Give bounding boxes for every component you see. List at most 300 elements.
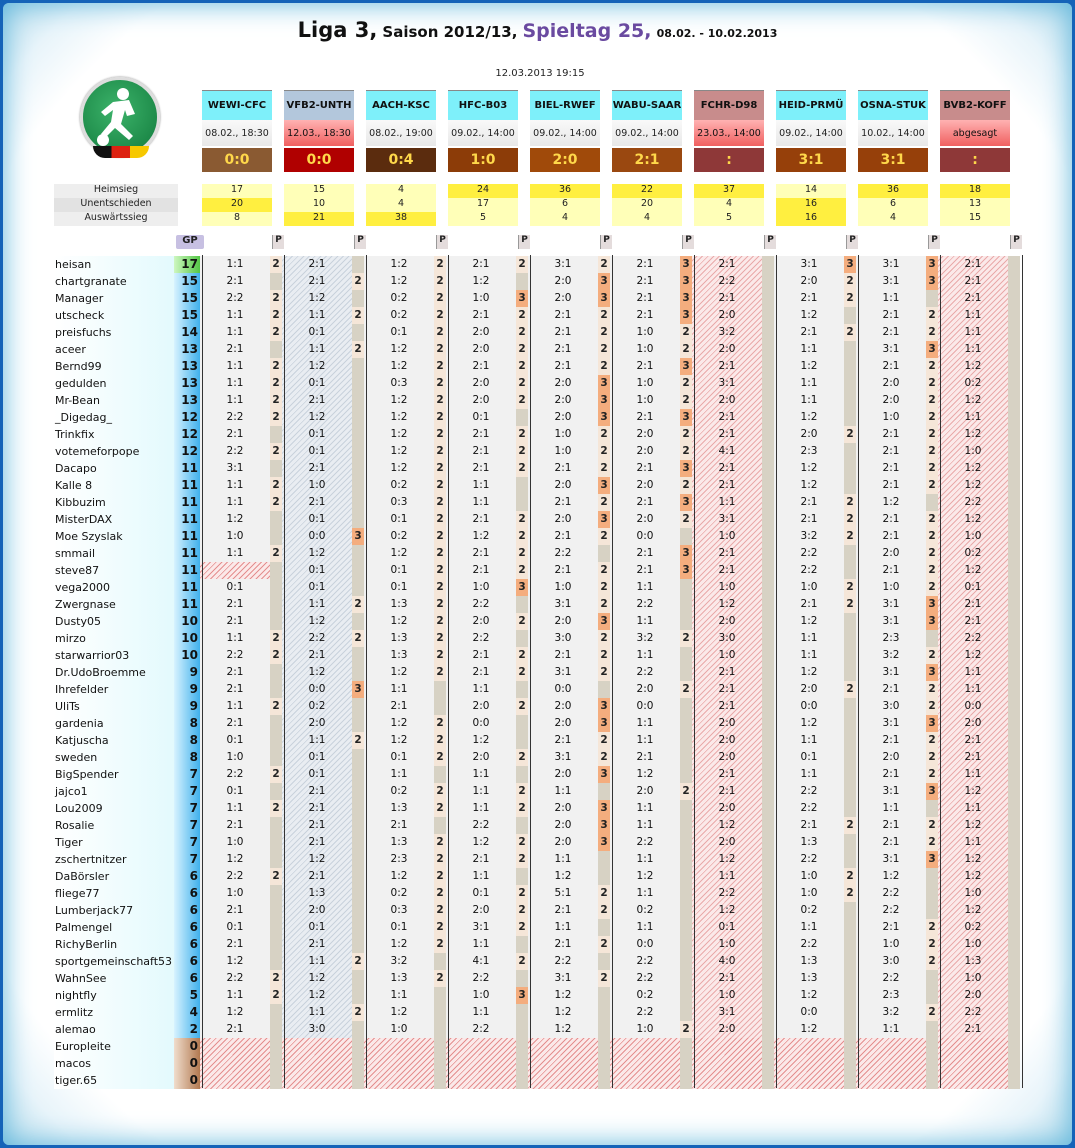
player-name[interactable]: BigSpender — [54, 766, 174, 783]
tip-cell — [364, 477, 446, 494]
tip-points — [762, 800, 774, 817]
tip-value: 2:1 — [528, 936, 598, 953]
tip-points: 2 — [434, 596, 446, 613]
tip-value: 1:0 — [692, 528, 762, 545]
player-name[interactable]: Katjuscha — [54, 732, 174, 749]
tip-value — [200, 1038, 270, 1055]
player-name[interactable]: sweden — [54, 749, 174, 766]
tip-value: 2:2 — [446, 630, 516, 647]
match-code-header[interactable]: OSNA-STUK — [858, 90, 928, 120]
tip-cell — [282, 1038, 364, 1055]
player-points-total: 13 — [174, 375, 200, 392]
match-score: 2:1 — [612, 148, 682, 172]
tip-points — [598, 1004, 610, 1021]
match-score: 0:0 — [202, 148, 272, 172]
tip-cell — [774, 834, 856, 851]
player-name[interactable]: gedulden — [54, 375, 174, 392]
player-name[interactable]: MisterDAX — [54, 511, 174, 528]
player-name[interactable]: nightfly — [54, 987, 174, 1004]
match-code-header[interactable]: FCHR-D98 — [694, 90, 764, 120]
tip-cell — [282, 545, 364, 562]
tip-value: 2:2 — [446, 817, 516, 834]
player-name[interactable]: _Digedag_ — [54, 409, 174, 426]
player-name[interactable]: Tiger — [54, 834, 174, 851]
player-name[interactable]: votemeforpope — [54, 443, 174, 460]
tip-value: 2:2 — [446, 1021, 516, 1038]
tip-value: 2:1 — [610, 307, 680, 324]
tip-points — [1008, 409, 1020, 426]
player-points-total: 14 — [174, 324, 200, 341]
tip-cell — [282, 358, 364, 375]
tip-value: 1:0 — [364, 1021, 434, 1038]
tip-value: 2:1 — [856, 443, 926, 460]
tip-cell — [774, 919, 856, 936]
tip-points: 2 — [926, 443, 938, 460]
tip-value: 1:1 — [528, 919, 598, 936]
tip-value: 1:1 — [938, 664, 1008, 681]
tip-points — [352, 494, 364, 511]
tip-value: 2:1 — [446, 562, 516, 579]
tip-points — [680, 936, 692, 953]
tip-points — [598, 1038, 610, 1055]
tip-cell — [282, 579, 364, 596]
tip-cell — [610, 1021, 692, 1038]
tip-cell — [282, 290, 364, 307]
tip-value: 3:0 — [856, 953, 926, 970]
german-flag-stripe — [93, 146, 149, 158]
tip-points: 2 — [434, 477, 446, 494]
points-column-header[interactable]: P — [518, 235, 530, 249]
player-name[interactable]: vega2000 — [54, 579, 174, 596]
player-name[interactable]: ermlitz — [54, 1004, 174, 1021]
tip-points — [762, 1004, 774, 1021]
tip-points: 2 — [516, 834, 528, 851]
match-code-header[interactable]: VFB2-UNTH — [284, 90, 354, 120]
tip-points — [270, 919, 282, 936]
player-name[interactable]: Kibbuzim — [54, 494, 174, 511]
tip-points: 3 — [516, 579, 528, 596]
table-row — [54, 630, 1020, 647]
tip-cell — [692, 851, 774, 868]
tip-cell — [774, 1055, 856, 1072]
tip-value: 1:2 — [282, 664, 352, 681]
tip-cell — [364, 630, 446, 647]
tip-cell — [856, 613, 938, 630]
tip-cell — [610, 885, 692, 902]
tip-value: 1:2 — [364, 613, 434, 630]
tip-points: 2 — [926, 834, 938, 851]
tip-points — [516, 494, 528, 511]
tip-points: 2 — [434, 783, 446, 800]
tip-points — [352, 256, 364, 273]
tip-cell — [528, 494, 610, 511]
tip-cell — [692, 630, 774, 647]
tip-cell — [200, 953, 282, 970]
player-name[interactable]: gardenia — [54, 715, 174, 732]
tip-points: 3 — [926, 273, 938, 290]
tip-points: 2 — [680, 1021, 692, 1038]
tip-cell — [364, 783, 446, 800]
player-name[interactable]: sportgemeinschaft53 — [54, 953, 174, 970]
tip-points — [926, 1072, 938, 1089]
table-row — [54, 477, 1020, 494]
tip-points — [1008, 1004, 1020, 1021]
player-name[interactable]: jajco1 — [54, 783, 174, 800]
match-score: : — [940, 148, 1010, 172]
tip-cell — [446, 562, 528, 579]
gp-column-header[interactable]: GP — [176, 235, 204, 249]
points-column-header[interactable]: P — [846, 235, 858, 249]
tip-cell — [282, 715, 364, 732]
tip-cell — [774, 868, 856, 885]
table-row — [54, 511, 1020, 528]
tip-cell — [856, 953, 938, 970]
table-row — [54, 307, 1020, 324]
tip-cell — [938, 698, 1020, 715]
tip-points: 2 — [598, 562, 610, 579]
tip-cell — [938, 375, 1020, 392]
player-name[interactable]: heisan — [54, 256, 174, 273]
points-column-header[interactable]: P — [354, 235, 366, 249]
tip-cell — [200, 715, 282, 732]
tip-value: 2:0 — [446, 341, 516, 358]
table-row — [54, 953, 1020, 970]
player-points-total: 11 — [174, 596, 200, 613]
tip-cell — [610, 766, 692, 783]
player-name[interactable]: utscheck — [54, 307, 174, 324]
tip-value: 1:1 — [282, 953, 352, 970]
tip-cell — [938, 613, 1020, 630]
tip-points: 3 — [680, 273, 692, 290]
tip-value: 1:2 — [446, 834, 516, 851]
player-name[interactable]: mirzo — [54, 630, 174, 647]
tip-points — [762, 902, 774, 919]
tip-points — [680, 851, 692, 868]
tip-points: 2 — [680, 426, 692, 443]
stat-column — [366, 184, 436, 226]
player-name[interactable]: Trinkfix — [54, 426, 174, 443]
tip-value: 3:1 — [856, 664, 926, 681]
player-name[interactable]: Palmengel — [54, 919, 174, 936]
tip-cell — [528, 936, 610, 953]
tip-points: 2 — [270, 800, 282, 817]
tip-cell — [774, 698, 856, 715]
tip-points — [762, 494, 774, 511]
tip-value: 0:1 — [282, 579, 352, 596]
tip-points — [762, 443, 774, 460]
tip-cell — [446, 664, 528, 681]
tip-cell — [282, 800, 364, 817]
player-name[interactable]: macos — [54, 1055, 174, 1072]
tip-value: 2:1 — [692, 970, 762, 987]
points-column-header[interactable]: P — [764, 235, 776, 249]
player-name[interactable]: DaBörsler — [54, 868, 174, 885]
tip-value: 0:1 — [282, 426, 352, 443]
tip-points — [1008, 987, 1020, 1004]
tip-value: 2:1 — [200, 817, 270, 834]
tip-points: 2 — [844, 579, 856, 596]
match-code-header[interactable]: WEWI-CFC — [202, 90, 272, 120]
tip-points — [352, 851, 364, 868]
tip-value: 3:1 — [856, 596, 926, 613]
tip-cell — [938, 902, 1020, 919]
points-column-header[interactable]: P — [682, 235, 694, 249]
tip-value: 3:2 — [856, 1004, 926, 1021]
tip-points: 2 — [434, 358, 446, 375]
tip-cell — [528, 919, 610, 936]
tip-points: 2 — [844, 324, 856, 341]
player-name[interactable]: Lumberjack77 — [54, 902, 174, 919]
match-column — [776, 90, 846, 172]
player-name[interactable]: tiger.65 — [54, 1072, 174, 1089]
tip-cell — [528, 358, 610, 375]
tip-cell — [200, 970, 282, 987]
table-row — [54, 783, 1020, 800]
stat-value: 18 — [940, 184, 1010, 198]
tip-cell — [856, 579, 938, 596]
tip-cell — [364, 579, 446, 596]
match-date: 09.02., 14:00 — [530, 120, 600, 146]
tip-value: 2:1 — [282, 256, 352, 273]
table-row — [54, 766, 1020, 783]
tip-value: 2:0 — [692, 800, 762, 817]
table-row — [54, 324, 1020, 341]
player-name[interactable]: fliege77 — [54, 885, 174, 902]
table-row — [54, 902, 1020, 919]
tip-points — [352, 392, 364, 409]
tip-points: 3 — [680, 545, 692, 562]
tip-points: 2 — [598, 358, 610, 375]
points-column-header[interactable]: P — [436, 235, 448, 249]
tip-points: 3 — [598, 766, 610, 783]
player-points-total: 9 — [174, 698, 200, 715]
tip-points: 2 — [844, 868, 856, 885]
matchday-dates: 08.02. - 10.02.2013 — [656, 27, 778, 40]
tip-value: 1:2 — [364, 732, 434, 749]
tip-value: 2:1 — [692, 681, 762, 698]
player-name[interactable]: zschertnitzer — [54, 851, 174, 868]
tip-cell — [610, 630, 692, 647]
tip-cell — [282, 511, 364, 528]
tip-value: 1:0 — [610, 375, 680, 392]
tip-value: 1:0 — [446, 987, 516, 1004]
tip-points — [352, 783, 364, 800]
player-name[interactable]: Ihrefelder — [54, 681, 174, 698]
tip-points — [762, 256, 774, 273]
stat-value: 15 — [940, 212, 1010, 226]
tip-points — [516, 409, 528, 426]
tip-cell — [200, 392, 282, 409]
tip-points — [270, 341, 282, 358]
tip-cell — [364, 987, 446, 1004]
tip-points: 2 — [680, 477, 692, 494]
tip-cell — [938, 1004, 1020, 1021]
tip-value: 2:1 — [610, 358, 680, 375]
tip-value: 2:2 — [774, 783, 844, 800]
tip-cell — [200, 1038, 282, 1055]
tip-value: 2:1 — [282, 868, 352, 885]
tip-value: 1:0 — [774, 868, 844, 885]
tip-value: 2:0 — [446, 392, 516, 409]
player-name[interactable]: Kalle 8 — [54, 477, 174, 494]
stat-column — [858, 184, 928, 226]
tip-points — [762, 953, 774, 970]
player-name[interactable]: chartgranate — [54, 273, 174, 290]
tip-points: 2 — [352, 630, 364, 647]
tip-points — [762, 392, 774, 409]
tip-value: 2:2 — [856, 885, 926, 902]
player-points-total: 6 — [174, 885, 200, 902]
tip-cell — [610, 1072, 692, 1089]
tip-points — [762, 613, 774, 630]
tip-cell — [938, 324, 1020, 341]
stat-labels — [54, 184, 178, 226]
tip-value: 1:3 — [774, 834, 844, 851]
tip-value: 2:0 — [610, 783, 680, 800]
match-code-header[interactable]: HFC-B03 — [448, 90, 518, 120]
tip-cell — [446, 273, 528, 290]
tip-value: 1:2 — [200, 953, 270, 970]
tip-points: 2 — [680, 392, 692, 409]
tip-points — [762, 851, 774, 868]
tip-value — [446, 1072, 516, 1089]
tip-points: 2 — [516, 664, 528, 681]
table-row — [54, 596, 1020, 613]
tip-value: 3:1 — [774, 256, 844, 273]
tip-points: 2 — [516, 613, 528, 630]
tip-value: 2:1 — [200, 664, 270, 681]
tip-points — [434, 1021, 446, 1038]
player-name[interactable]: WahnSee — [54, 970, 174, 987]
tip-cell — [282, 664, 364, 681]
tip-value — [938, 1072, 1008, 1089]
player-points-total: 8 — [174, 749, 200, 766]
player-name[interactable]: smmail — [54, 545, 174, 562]
player-name[interactable]: UliTs — [54, 698, 174, 715]
tip-value: 2:3 — [856, 987, 926, 1004]
player-name[interactable]: Manager — [54, 290, 174, 307]
tip-value: 2:1 — [774, 324, 844, 341]
tip-points: 3 — [598, 800, 610, 817]
player-name[interactable]: preisfuchs — [54, 324, 174, 341]
tip-points — [516, 936, 528, 953]
tip-cell — [200, 358, 282, 375]
tip-cell — [446, 256, 528, 273]
player-name[interactable]: Mr-Bean — [54, 392, 174, 409]
stat-value: 6 — [530, 198, 600, 212]
tip-points — [1008, 443, 1020, 460]
tip-cell — [364, 511, 446, 528]
tip-points: 2 — [926, 749, 938, 766]
tip-cell — [774, 307, 856, 324]
points-column-header[interactable]: P — [928, 235, 940, 249]
tip-cell — [938, 885, 1020, 902]
match-date: 23.03., 14:00 — [694, 120, 764, 146]
tip-value — [610, 1038, 680, 1055]
tip-value — [610, 1055, 680, 1072]
table-row — [54, 290, 1020, 307]
player-name[interactable]: Dacapo — [54, 460, 174, 477]
tip-points: 2 — [598, 256, 610, 273]
player-name[interactable]: alemao — [54, 1021, 174, 1038]
player-name[interactable]: Dr.UdoBroemme — [54, 664, 174, 681]
match-code-header[interactable]: HEID-PRMÜ — [776, 90, 846, 120]
tip-cell — [938, 443, 1020, 460]
tip-points — [1008, 953, 1020, 970]
tip-points: 3 — [680, 290, 692, 307]
table-row — [54, 392, 1020, 409]
tip-value: 1:2 — [774, 409, 844, 426]
tip-points — [1008, 511, 1020, 528]
tip-points: 2 — [926, 919, 938, 936]
tip-points — [270, 953, 282, 970]
tip-cell — [774, 630, 856, 647]
player-name[interactable]: aceer — [54, 341, 174, 358]
tip-cell — [692, 970, 774, 987]
points-column-header[interactable]: P — [600, 235, 612, 249]
tip-points — [1008, 834, 1020, 851]
match-code-header[interactable]: BIEL-RWEF — [530, 90, 600, 120]
tip-points — [516, 630, 528, 647]
player-name[interactable]: Zwergnase — [54, 596, 174, 613]
player-name[interactable]: Bernd99 — [54, 358, 174, 375]
player-name[interactable]: Europleite — [54, 1038, 174, 1055]
tip-points — [1008, 392, 1020, 409]
tip-points: 3 — [352, 528, 364, 545]
tip-cell — [282, 936, 364, 953]
tip-cell — [446, 970, 528, 987]
tip-points: 2 — [516, 528, 528, 545]
tip-cell — [282, 426, 364, 443]
player-name[interactable]: RichyBerlin — [54, 936, 174, 953]
stat-value: 38 — [366, 212, 436, 226]
tip-points — [598, 783, 610, 800]
player-name[interactable]: Lou2009 — [54, 800, 174, 817]
tip-cell — [856, 885, 938, 902]
player-name[interactable]: Moe Szyslak — [54, 528, 174, 545]
points-column-header[interactable]: P — [1010, 235, 1022, 249]
tip-cell — [528, 1072, 610, 1089]
tip-points — [844, 341, 856, 358]
tip-value: 2:2 — [610, 834, 680, 851]
player-name[interactable]: Dusty05 — [54, 613, 174, 630]
tip-value: 2:0 — [938, 987, 1008, 1004]
tip-cell — [528, 851, 610, 868]
tip-cell — [200, 664, 282, 681]
player-points-total: 15 — [174, 273, 200, 290]
column-divider — [858, 255, 859, 1088]
tip-points — [844, 698, 856, 715]
player-name[interactable]: Rosalie — [54, 817, 174, 834]
player-points-total: 0 — [174, 1038, 200, 1055]
tip-points — [352, 987, 364, 1004]
tip-points: 3 — [598, 392, 610, 409]
tip-cell — [528, 749, 610, 766]
tip-cell — [692, 409, 774, 426]
tip-points — [352, 1038, 364, 1055]
player-name[interactable]: starwarrior03 — [54, 647, 174, 664]
tip-cell — [200, 528, 282, 545]
points-column-header[interactable]: P — [272, 235, 284, 249]
match-code-header[interactable]: BVB2-KOFF — [940, 90, 1010, 120]
match-code-header[interactable]: WABU-SAAR — [612, 90, 682, 120]
tip-value: 1:1 — [282, 307, 352, 324]
player-name[interactable]: steve87 — [54, 562, 174, 579]
tip-points: 2 — [516, 358, 528, 375]
tip-cell — [282, 953, 364, 970]
match-code-header[interactable]: AACH-KSC — [366, 90, 436, 120]
tip-value: 2:3 — [856, 630, 926, 647]
